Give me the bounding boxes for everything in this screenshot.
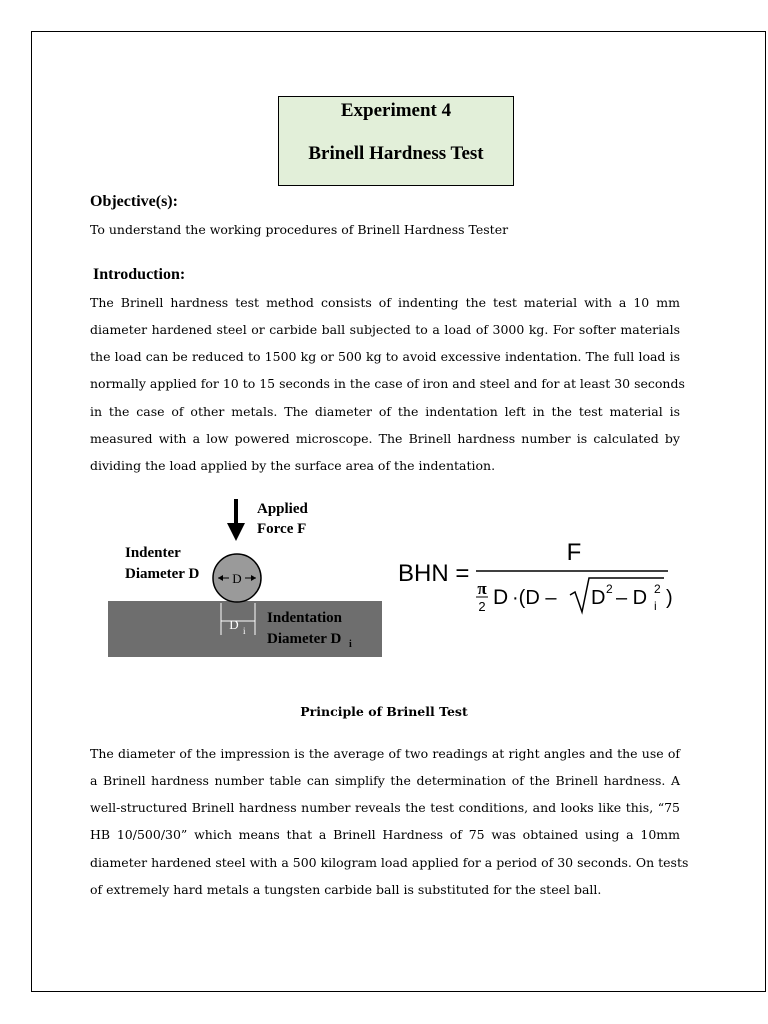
applied-label-2: Force F [257, 521, 307, 537]
intro-line-4: normally applied for 10 to 15 seconds in the case of iron and steel and for at least 30 seconds [90, 376, 685, 391]
intro-line-2: diameter hardened steel or carbide ball subjected to a load of 3000 kg. For softer materials [90, 322, 680, 337]
title-box [278, 96, 514, 186]
formula-sq: 2 [606, 582, 613, 596]
discussion-line-2: a Brinell hardness number table can simplify the determination of the Brinell hardness. A [90, 773, 680, 788]
discussion-line-5: diameter hardened steel with a 500 kilogram load applied for a period of 30 seconds. On tests [90, 855, 689, 870]
intro-line-7: dividing the load applied by the surface area of the indentation. [90, 458, 496, 473]
indentation-label-1: Indentation [267, 610, 343, 626]
discussion-line-4: HB 10/500/30” which means that a Brinell Hardness of 75 was obtained using a 10mm [90, 827, 680, 842]
intro-line-1: The Brinell hardness test method consists of indenting the test material with a 10 mm [90, 295, 680, 310]
bhn-formula [396, 530, 696, 620]
discussion-line-6: of extremely hard metals a tungsten carbide ball is substituted for the steel ball. [90, 882, 602, 897]
objective-heading: Objective(s): [90, 193, 178, 210]
formula-minus: – D [616, 587, 648, 609]
figure-caption: Principle of Brinell Test [300, 704, 468, 719]
intro-line-5: in the case of other metals. The diameter of the indentation left in the test material is [90, 404, 680, 419]
formula-lhs: BHN = [398, 560, 470, 587]
formula-open: ·(D – [512, 587, 557, 609]
discussion-line-1: The diameter of the impression is the average of two readings at right angles and the use of [90, 746, 680, 761]
formula-two: 2 [478, 599, 486, 614]
formula-numerator: F [566, 539, 582, 566]
formula-sq2: 2 [654, 582, 661, 596]
indenter-label-2: Diameter D [125, 566, 200, 582]
formula-inner-d: D [591, 587, 606, 609]
objective-text: To understand the working procedures of Brinell Hardness Tester [90, 222, 509, 237]
discussion-line-3: well-structured Brinell hardness number reveals the test conditions, and looks like this, “75 [90, 800, 680, 815]
intro-line-3: the load can be reduced to 1500 kg or 500 kg to avoid excessive indentation. The full load is [90, 349, 680, 364]
applied-label-1: Applied [257, 501, 308, 517]
formula-sub-i: i [654, 599, 657, 613]
formula-close: ) [666, 587, 673, 609]
intro-line-6: measured with a low powered microscope. The Brinell hardness number is calculated by [90, 431, 680, 446]
ball-diameter-label: D [232, 571, 242, 586]
brinell-diagram [105, 495, 385, 657]
experiment-number: Experiment 4 [340, 100, 452, 121]
introduction-heading: Introduction: [93, 266, 186, 283]
formula-d1: D [493, 586, 509, 609]
indenter-label-1: Indenter [125, 545, 181, 561]
di-label: D [229, 617, 239, 632]
formula-pi: π [477, 579, 487, 598]
indentation-label-2: Diameter D [267, 631, 342, 647]
experiment-title: Brinell Hardness Test [308, 143, 484, 164]
force-arrow-head [227, 523, 245, 541]
di-subscript: i [243, 626, 246, 636]
indentation-subscript: i [349, 639, 352, 650]
